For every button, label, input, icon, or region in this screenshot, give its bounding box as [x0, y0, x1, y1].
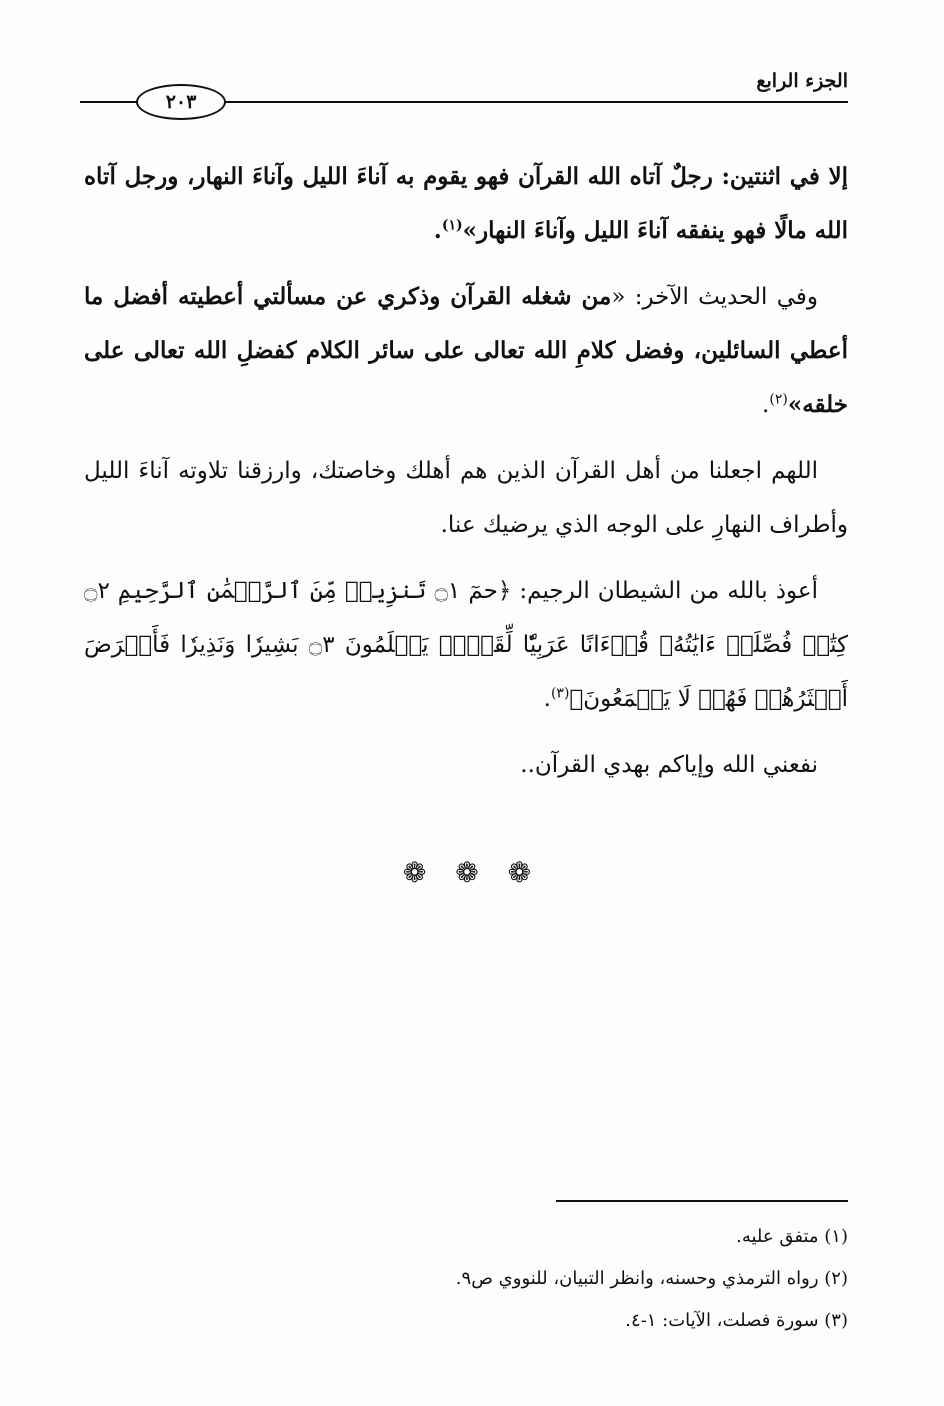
period: . — [762, 392, 770, 418]
footnotes — [84, 1216, 848, 1342]
hadith-qudsi-text: من شغله القرآن وذكري عن مسألتي أعطيته أفضل ما أعطي السائلين، وفضل كلامِ الله تعالى على سائر الكلام كفضلِ الله تعالى على خلقه» — [84, 283, 848, 418]
footnote-ref-2: (٢) — [769, 391, 788, 408]
paragraph-quran-verse — [84, 564, 848, 726]
paragraph-second-hadith — [84, 270, 848, 432]
footnote-3: (٣) سورة فصلت، الآيات: ١-٤. — [625, 1310, 848, 1331]
period: . — [543, 686, 551, 712]
running-header: الجزء الرابع — [756, 70, 848, 92]
hadith-text-line-1: إلا في اثنتين: رجلٌ آتاه الله القرآن فهو يقوم به آناءَ الليل وآناءَ النهار، ورجل — [124, 163, 848, 190]
footnote-2: (٢) رواه الترمذي وحسنه، وانظر التبيان، للنووي ص٩. — [455, 1268, 848, 1289]
isti-adha: أعوذ بالله من الشيطان الرجيم: — [511, 578, 818, 604]
hadith-intro: وفي الحديث الآخر: « — [611, 284, 818, 310]
paragraph-supplication: اللهم اجعلنا من أهل القرآن الذين هم أهلك وخاصتك، وارزقنا تلاوته آناءَ الليل وأطراف النهارِ على الوجه الذي يرضيك عنا. — [84, 458, 848, 538]
section-ornament-icon: ❁ ❁ ❁ — [402, 856, 542, 889]
footnote-ref-3: (٣) — [550, 685, 570, 702]
page-number-badge: ٢٠٣ — [136, 84, 226, 120]
period: . — [433, 217, 442, 244]
quran-verse-text: ﴿حمٓ ۝١ تَنزِيلٞ مِّنَ ٱلرَّحۡمَٰنِ ٱلرَّحِيمِ ۝٢ كِتَٰبٞ فُصِّلَتۡ ءَايَٰتُهُۥ قُرۡءَانًا عَرَبِيّٗا لِّقَوۡمٖ يَعۡلَمُونَ ۝٣ بَشِيرٗا وَنَذِيرٗا فَأَعۡرَضَ أَكۡثَرُهُمۡ فَهُمۡ لَا يَسۡمَعُونَ﴾ — [84, 578, 848, 712]
footnote-ref-1: (١) — [441, 217, 463, 234]
footnote-1: (١) متفق عليه. — [736, 1226, 848, 1247]
hadith-text-line-2: آتاه الله مالًا فهو ينفقه آناءَ الليل وآناءَ النهار» — [84, 163, 848, 244]
footnote-rule — [556, 1200, 848, 1202]
paragraph-hadith-ending — [84, 150, 848, 258]
main-text — [84, 150, 848, 804]
paragraph-closing: نفعني الله وإياكم بهدي القرآن.. — [520, 752, 818, 778]
